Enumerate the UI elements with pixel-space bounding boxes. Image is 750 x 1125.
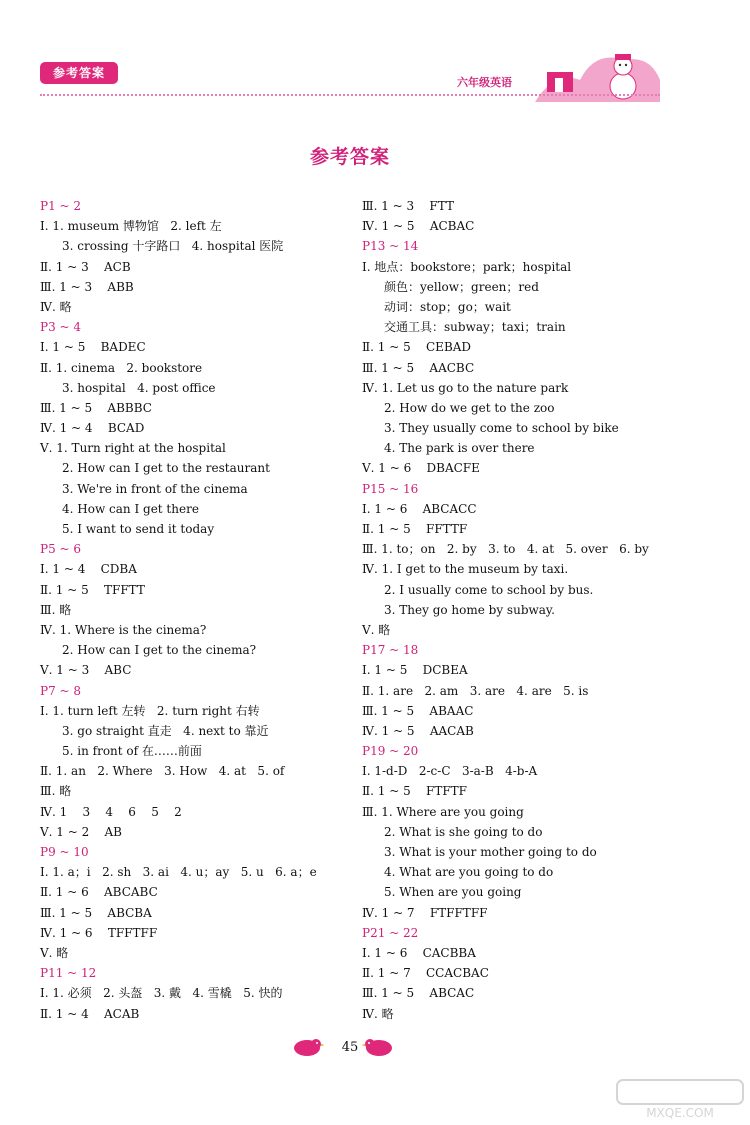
watermark: [615, 1078, 745, 1120]
answer-line: 2. How can I get to the restaurant: [62, 461, 270, 476]
section-heading: P9 ~ 10: [40, 845, 89, 859]
answer-line: Ⅱ. 1 ~ 3 ACB: [40, 259, 131, 274]
answer-line: Ⅱ. 1 ~ 5 TFFTT: [40, 582, 145, 597]
svg-text:MXQE.COM: MXQE.COM: [646, 1106, 714, 1120]
answer-line: Ⅳ. 1 3 4 6 5 2: [40, 804, 182, 819]
answer-line: 2. What is she going to do: [384, 824, 543, 839]
answer-line: 3. go straight 直走 4. next to 靠近: [62, 723, 269, 738]
answer-line: Ⅳ. 1 ~ 5 ACBAC: [362, 219, 475, 234]
answer-line: Ⅲ. 1. Where are you going: [362, 804, 524, 819]
answer-line: Ⅱ. 1 ~ 7 CCACBAC: [362, 966, 489, 981]
answer-line: Ⅳ. 1. Where is the cinema?: [40, 622, 207, 637]
answer-line: Ⅳ. 1 ~ 4 BCAD: [40, 421, 145, 436]
answer-line: Ⅱ. 1 ~ 5 FFTTF: [362, 522, 468, 536]
answer-line: Ⅲ. 略: [40, 602, 72, 617]
header-divider: [40, 94, 660, 96]
answer-line: Ⅱ. 1. an 2. Where 3. How 4. at 5. of: [40, 764, 285, 779]
snowman-illustration: [535, 40, 660, 102]
section-heading: P13 ~ 14: [362, 239, 419, 254]
answer-line: Ⅱ. 1 ~ 6 ABCABC: [40, 885, 158, 900]
section-heading: P21 ~ 22: [362, 925, 419, 940]
answer-line: Ⅲ. 1 ~ 5 ABBBC: [40, 400, 152, 415]
answer-line: Ⅲ. 1 ~ 5 ABAAC: [362, 703, 474, 718]
answer-column-left: [40, 196, 350, 1024]
answer-line: Ⅳ. 1 ~ 6 TFFTFF: [40, 925, 158, 940]
answer-line: Ⅲ. 1 ~ 5 ABCAC: [362, 986, 475, 1001]
answer-column-right: [362, 196, 662, 1024]
answer-line: Ⅳ. 略: [362, 1006, 394, 1021]
answer-line: Ⅱ. 1 ~ 5 CEBAD: [362, 340, 472, 355]
answer-line: Ⅰ. 1 ~ 4 CDBA: [40, 562, 137, 577]
section-heading: P7 ~ 8: [40, 683, 82, 698]
answer-line: 5. I want to send it today: [62, 522, 215, 536]
answer-line: Ⅳ. 1 ~ 7 FTFFTFF: [362, 905, 488, 920]
answer-line: 2. How can I get to the cinema?: [62, 643, 257, 658]
answer-line: Ⅰ. 1-d-D 2-c-C 3-a-B 4-b-A: [362, 764, 538, 779]
section-heading: P3 ~ 4: [40, 320, 82, 335]
answer-line: 动词：stop；go；wait: [384, 299, 511, 314]
answer-line: Ⅰ. 1 ~ 5 BADEC: [40, 340, 146, 355]
answer-line: Ⅲ. 略: [40, 784, 72, 799]
section-heading: P5 ~ 6: [40, 542, 82, 557]
section-heading: P11 ~ 12: [40, 966, 97, 981]
answer-line: 4. The park is over there: [384, 441, 535, 456]
answer-line: Ⅱ. 1 ~ 5 FTFTF: [362, 784, 467, 799]
answer-line: Ⅴ. 1 ~ 2 AB: [40, 824, 122, 839]
answer-line: Ⅰ. 1 ~ 6 CACBBA: [362, 945, 476, 960]
answer-line: 3. We're in front of the cinema: [62, 481, 248, 496]
answer-line: Ⅴ. 略: [40, 945, 69, 960]
page-number: 45: [341, 1040, 359, 1055]
answer-line: 颜色：yellow；green；red: [384, 279, 539, 294]
answer-line: 4. How can I get there: [62, 501, 199, 516]
section-heading: P19 ~ 20: [362, 744, 419, 759]
answer-line: Ⅳ. 1. I get to the museum by taxi.: [362, 562, 569, 577]
answer-line: Ⅴ. 1. Turn right at the hospital: [40, 441, 226, 456]
section-heading: P15 ~ 16: [362, 481, 419, 496]
answer-line: 3. They go home by subway.: [384, 602, 555, 617]
answer-line: Ⅳ. 略: [40, 299, 72, 314]
answer-line: 2. How do we get to the zoo: [384, 400, 555, 415]
answer-line: 3. crossing 十字路口 4. hospital 医院: [62, 239, 284, 254]
answer-line: Ⅱ. 1. cinema 2. bookstore: [40, 360, 203, 375]
answer-line: Ⅱ. 1. are 2. am 3. are 4. are 5. is: [362, 683, 589, 698]
answer-line: Ⅲ. 1 ~ 5 ABCBA: [40, 905, 152, 920]
answer-line: Ⅰ. 1. museum 博物馆 2. left 左: [40, 219, 222, 234]
answer-line: Ⅲ. 1 ~ 3 ABB: [40, 279, 134, 294]
answer-line: Ⅰ. 1 ~ 6 ABCACC: [362, 501, 477, 516]
section-heading: P17 ~ 18: [362, 643, 419, 658]
answer-line: 5. When are you going: [384, 885, 522, 900]
answer-line: Ⅰ. 1. turn left 左转 2. turn right 右转: [40, 703, 260, 718]
header-badge: 参考答案: [40, 62, 118, 84]
answer-line: Ⅲ. 1 ~ 3 FTT: [362, 199, 454, 213]
answer-line: Ⅰ. 地点：bookstore；park；hospital: [362, 259, 572, 274]
bird-right-icon: [362, 1036, 396, 1058]
answer-line: Ⅴ. 1 ~ 3 ABC: [40, 663, 132, 678]
answer-line: Ⅳ. 1. Let us go to the nature park: [362, 380, 569, 395]
header-subject: 六年级英语: [457, 76, 512, 89]
answer-line: 3. hospital 4. post office: [62, 380, 216, 395]
answer-line: Ⅱ. 1 ~ 4 ACAB: [40, 1006, 140, 1021]
section-heading: P1 ~ 2: [40, 199, 82, 213]
answer-line: Ⅲ. 1 ~ 5 AACBC: [362, 360, 475, 375]
page-title: 参考答案: [309, 146, 390, 168]
answer-line: Ⅴ. 1 ~ 6 DBACFE: [362, 461, 480, 476]
answer-line: 4. What are you going to do: [384, 865, 554, 880]
answer-line: 交通工具：subway；taxi；train: [384, 320, 566, 335]
answer-line: Ⅴ. 略: [362, 622, 391, 637]
answer-line: Ⅰ. 1 ~ 5 DCBEA: [362, 663, 468, 678]
answer-line: 5. in front of 在……前面: [62, 744, 202, 759]
answer-line: 2. I usually come to school by bus.: [384, 582, 594, 597]
answer-line: Ⅲ. 1. to；on 2. by 3. to 4. at 5. over 6. by: [362, 542, 649, 557]
answer-line: 3. They usually come to school by bike: [384, 421, 619, 436]
answer-line: 3. What is your mother going to do: [384, 845, 597, 859]
answer-line: Ⅳ. 1 ~ 5 AACAB: [362, 723, 474, 738]
answer-line: Ⅰ. 1. 必须 2. 头盔 3. 戴 4. 雪橇 5. 快的: [40, 986, 283, 1001]
answer-line: Ⅰ. 1. a；i 2. sh 3. ai 4. u；ay 5. u 6. a；e: [40, 865, 317, 880]
